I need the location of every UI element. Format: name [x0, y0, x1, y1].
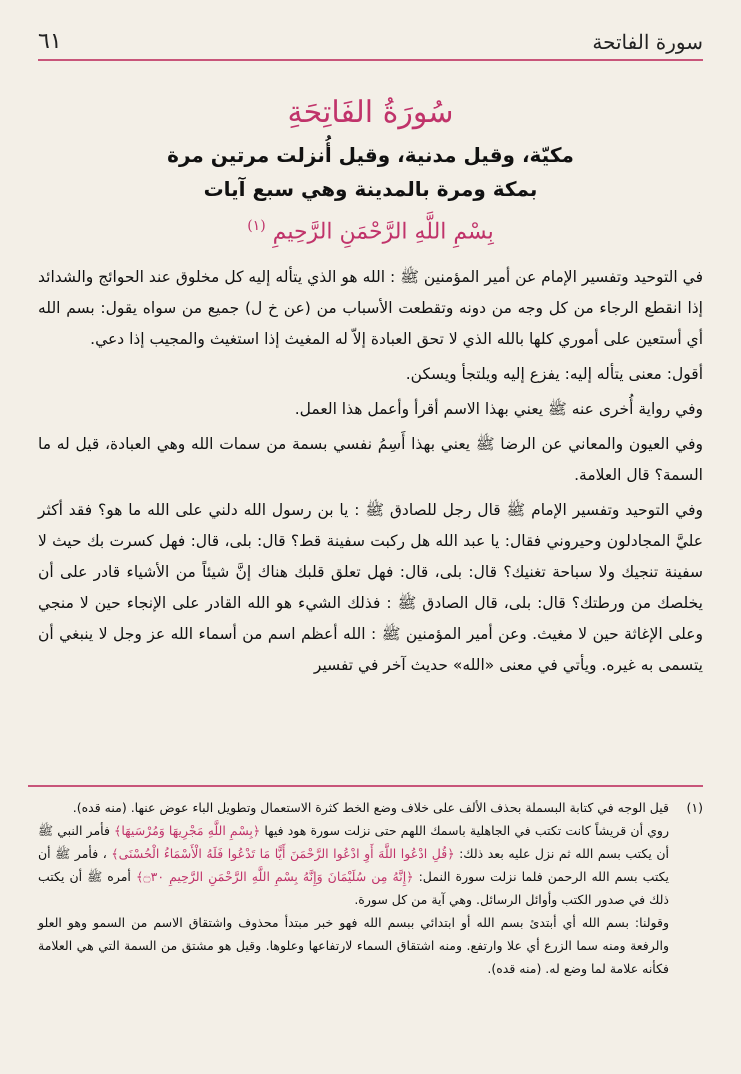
footnote-number: (١) [686, 800, 703, 815]
quran-verse-1: ﴿بِسْمِ اللَّهِ مَجْرِيهَا وَمُرْسَيهَا﴾ [114, 823, 261, 838]
paragraph-3: وفي رواية أُخرى عنه ﷺ يعني بهذا الاسم أقرأ وأعمل هذا العمل. [294, 400, 703, 418]
paragraph-5: وفي التوحيد وتفسير الإمام ﷺ قال رجل للصادق ﷺ : يا بن رسول الله دلني على الله ما هو؟ فقد أكثر عليَّ المجادلون وحيروني فقال: يا عبد الله هل ركبت سفينة قط؟ قال: بلى، قال: فهل كسرت بك حيث لا سفينة تنجيك ولا سباحة تغنيك؟ قال: بلى، قال: فهل تعلق قلبك هناك إنَّ شيئاً من الأشياء قادر على أن يخلصك من ورطتك؟ قال: بلى، قال الصادق ﷺ : فذلك الشيء هو الله القادر على الإنجاء حين لا منجي وعلى الإغاثة حين لا مغيث. وعن أمير المؤمنين ﷺ : الله أعظم اسم من أسماء الله عز وجل لا ينبغي أن يتسمى به غيره. ويأتي في معنى «الله» حديث آخر في تفسير [38, 501, 703, 674]
footnote-2-part-c: ، فأمر ﷺ أن يكتب بسم الله الرحمن فلما نزلت سورة النمل: [38, 846, 670, 884]
footnote-divider [28, 785, 703, 787]
paragraph-4: وفي العيون والمعاني عن الرضا ﷺ يعني بهذا أَسِمُ نفسي بسمة من سمات الله وهي العبادة، قيل له ما السمة؟ قال العلامة. [38, 435, 703, 484]
commentary-body [38, 262, 703, 685]
footnote-reference: (١) [247, 218, 266, 234]
surah-description-line-1: مكيّة، وقيل مدنية، وقيل أُنزلت مرتين مرة [167, 143, 574, 167]
page-number: ٦١ [38, 29, 62, 54]
footnote-2-part-d: أمره ﷺ أن يكتب ذلك في صدور الكتب وأوائل الرسائل. وهي آية من كل سورة. [38, 869, 669, 907]
paragraph-2: أقول: معنى يتأله إليه: يفزع إليه ويلتجأ ويسكن. [405, 365, 703, 383]
footnote-2 [38, 819, 703, 911]
quran-verse-2: ﴿قُلِ ادْعُوا اللَّهَ أَوِ ادْعُوا الرَّحْمَنَ أَيًّا مَا تَدْعُوا فَلَهُ الْأَسْمَاءُ الْحُسْنَى﴾ [111, 846, 455, 861]
surah-title: سُورَةُ الفَاتِحَةِ [287, 95, 454, 130]
footnote-1-text: قيل الوجه في كتابة البسملة بحذف الألف على خلاف وضع الخط كثرة الاستعمال وتطويل الباء عوض عنها. (منه قده). [72, 800, 669, 815]
footnote-1 [38, 796, 703, 819]
footnote-2-part-b: فأمر النبي ﷺ أن يكتب بسم الله ثم نزل عليه بعد ذلك: [38, 823, 669, 861]
paragraph-1: في التوحيد وتفسير الإمام عن أمير المؤمنين ﷺ : الله هو الذي يتأله إليه كل مخلوق عند الحوائج والشدائد إذا انقطع الرجاء من كل وجه من دونه وتقطعت الأسباب من (عن خ ل) جميع من سواه يقول: بسم الله أي أستعين على أموري كلها بالله الذي لا تحق العبادة إلاّ له المغيث إذا استغيث والمجيب إذا دعي. [38, 268, 703, 348]
surah-description-line-2: بمكة ومرة بالمدينة وهي سبع آيات [203, 177, 538, 201]
footnote-3: وقولنا: بسم الله أي أبتدئ بسم الله أو ابتدائي ببسم الله فهو خبر مبتدأ محذوف واشتقاق الاسم من السمو وهو العلو والرفعة ومنه سما الزرع أي علا وارتفع. ومنه اشتقاق السماء لارتفاعها وعلوها. وقيل هو مشتق من السمة التي هي العلامة فكأنه علامة لما وضع له. (منه قده). [38, 915, 669, 976]
footnote-2-part-a: روي أن قريشاً كانت تكتب في الجاهلية باسمك اللهم حتى نزلت سورة هود فيها [264, 823, 669, 838]
quran-verse-3: ﴿إِنَّهُ مِن سُلَيْمَانَ وَإِنَّهُ بِسْمِ اللَّهِ الرَّحْمَنِ الرَّحِيمِ ۝٣٠﴾ [135, 869, 414, 884]
bismillah [0, 218, 741, 244]
running-title: سورة الفاتحة [592, 30, 703, 54]
bismillah-text: بِسْمِ اللَّهِ الرَّحْمَنِ الرَّحِيمِ [272, 219, 494, 245]
footnotes [38, 796, 703, 980]
header-divider [38, 59, 703, 61]
page-header [38, 24, 703, 54]
